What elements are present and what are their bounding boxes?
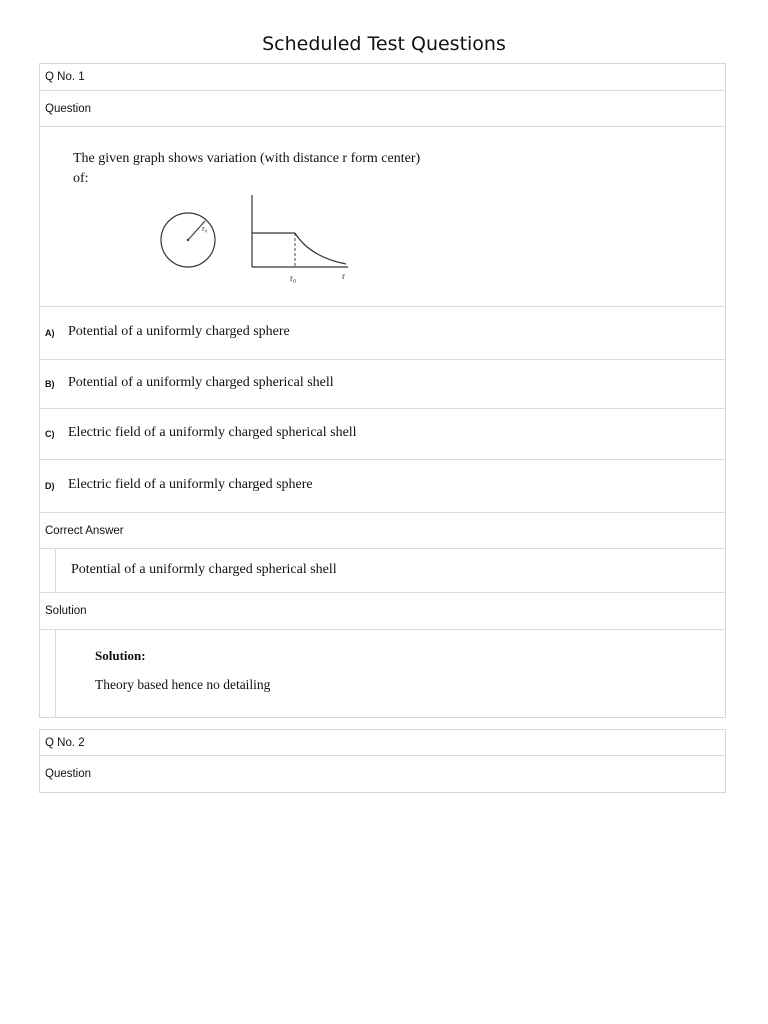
option-c-row[interactable] <box>40 409 725 460</box>
solution-row <box>40 630 725 717</box>
question-number-row <box>40 64 725 91</box>
correct-answer-row <box>40 549 725 593</box>
option-c-text: Electric field of a uniformly charged spherical shell <box>68 425 357 441</box>
question-stem <box>73 149 473 189</box>
option-d-text: Electric field of a uniformly charged sphere <box>68 477 313 493</box>
solution-label-row <box>40 593 725 630</box>
axis-label-r: r <box>342 271 345 281</box>
option-b-letter: B) <box>45 379 55 389</box>
question-stem-line1: The given graph shows variation (with distance r form center) <box>73 151 421 166</box>
option-c-letter: C) <box>45 429 55 439</box>
question-number: Q No. 1 <box>45 71 85 83</box>
option-d-letter: D) <box>45 481 55 491</box>
correct-answer-label-row <box>40 513 725 549</box>
correct-answer-text: Potential of a uniformly charged spherical shell <box>71 561 337 577</box>
question-label: Question <box>45 102 92 115</box>
solution-heading: Solution: <box>95 648 146 663</box>
question-number-row <box>40 730 725 756</box>
option-b-text: Potential of a uniformly charged spherical shell <box>68 375 334 391</box>
answer-indent-bar <box>55 549 56 592</box>
solution-label: Solution <box>45 605 87 617</box>
question-label-row <box>40 91 725 127</box>
option-b-row[interactable] <box>40 360 725 409</box>
question-figure <box>150 195 410 295</box>
center-dot <box>187 239 189 241</box>
option-a-text: Potential of a uniformly charged sphere <box>68 324 290 340</box>
option-a-letter: A) <box>45 328 55 338</box>
question-number: Q No. 2 <box>45 736 85 749</box>
question-stem-row <box>40 127 725 307</box>
solution-text: Theory based hence no detailing <box>95 677 271 692</box>
question-block-1 <box>39 63 726 718</box>
page-title: Scheduled Test Questions <box>262 33 506 55</box>
question-stem-line2: of: <box>73 171 89 186</box>
option-d-row[interactable] <box>40 460 725 513</box>
question-block-2 <box>39 729 726 793</box>
circle-radius-label: r₀ <box>202 224 208 233</box>
correct-answer-label: Correct Answer <box>45 524 124 537</box>
question-label-row <box>40 756 725 792</box>
axis-tick-r0: r₀ <box>290 273 297 283</box>
solution-indent-bar <box>55 630 56 717</box>
option-a-row[interactable] <box>40 307 725 360</box>
question-label: Question <box>45 768 92 780</box>
decay-curve <box>295 233 346 264</box>
